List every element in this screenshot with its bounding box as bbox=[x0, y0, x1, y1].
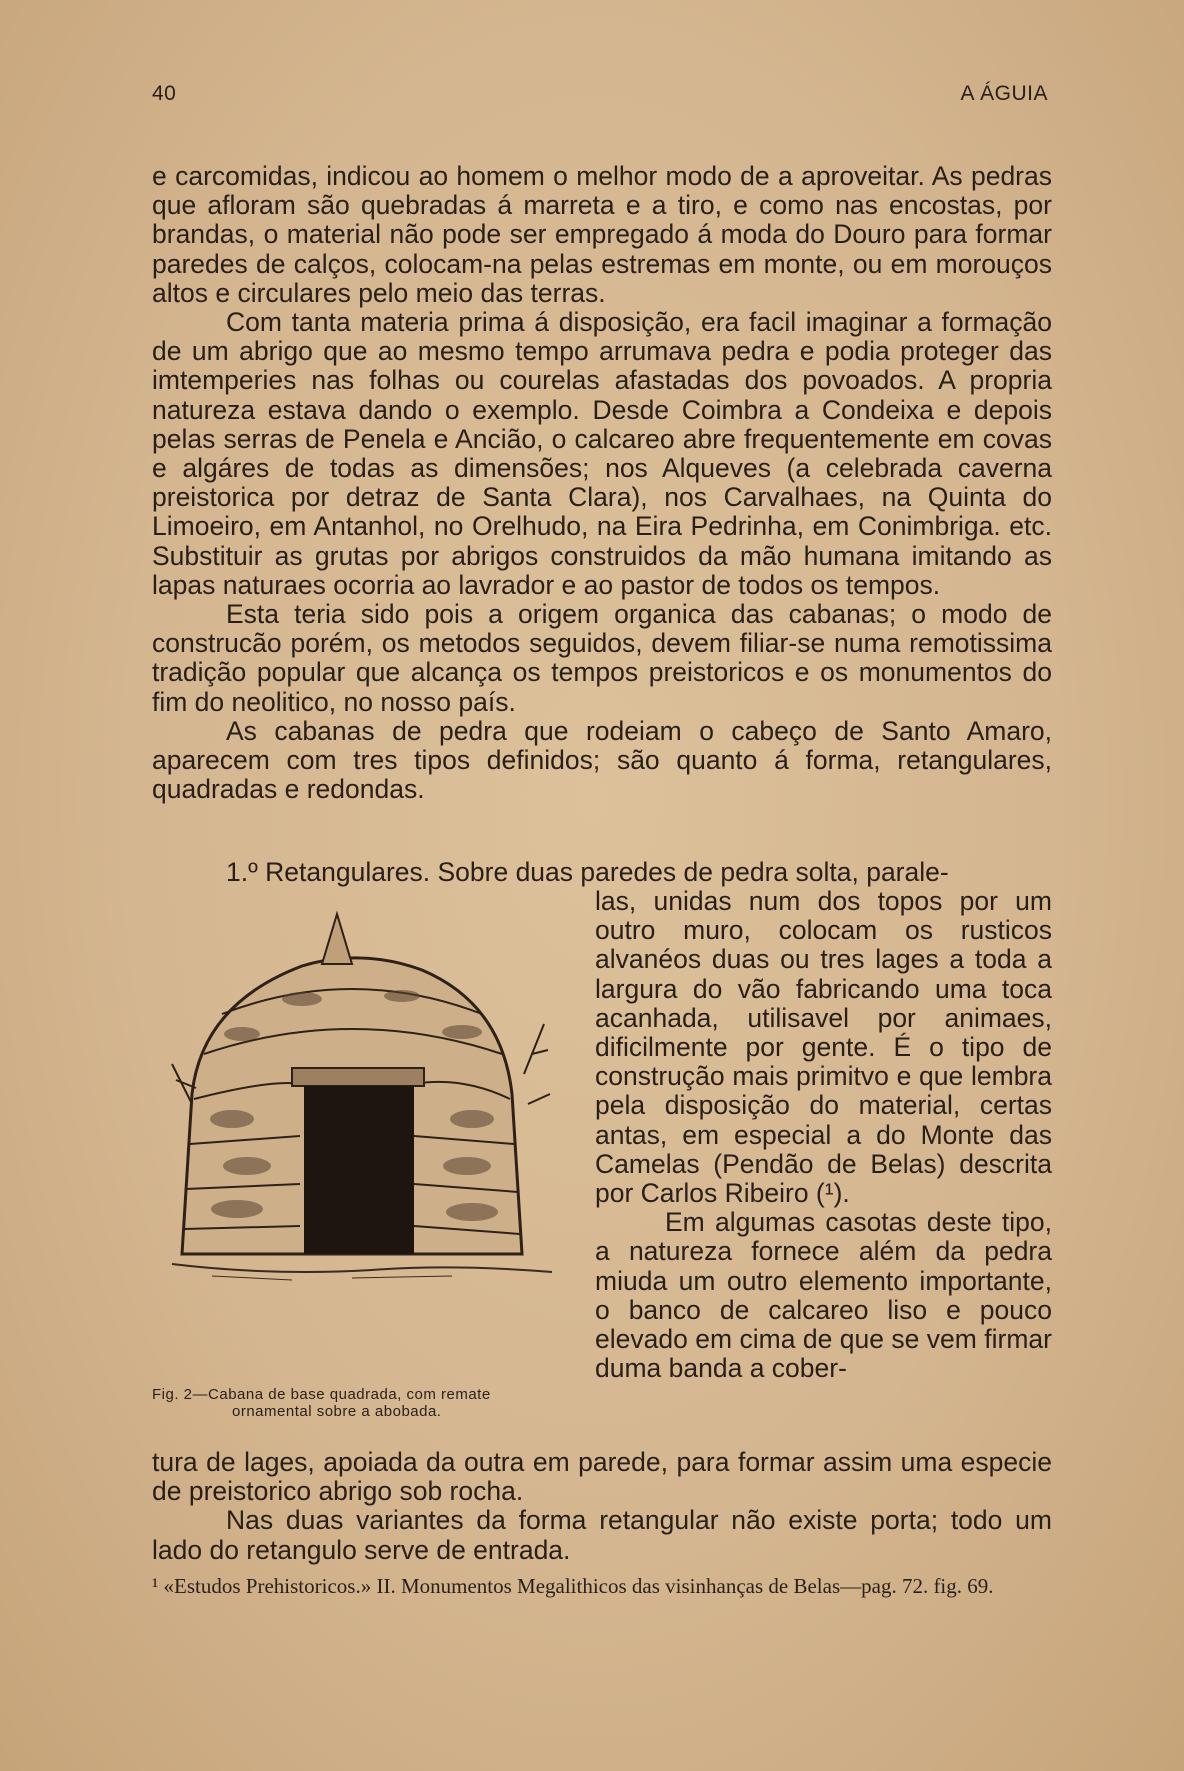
page-number: 40 bbox=[152, 82, 177, 105]
paragraph: Em algumas casotas deste tipo, a natureza fornece além da pedra miuda um outro elemento importante, o banco de calcareo liso e pouco elevado em cima de que se vem firmar duma banda a cober- bbox=[595, 1207, 1052, 1384]
caption-line: Fig. 2—Cabana de base quadrada, com remate bbox=[152, 1386, 491, 1403]
body-text-bottom bbox=[152, 1448, 1052, 1565]
figure-wrap-section bbox=[152, 857, 1052, 1420]
stone-hut-illustration bbox=[152, 904, 572, 1284]
paragraph: e carcomidas, indicou ao homem o melhor modo de a aproveitar. As pedras que afloram são quebradas á marreta e a tiro, e como nas encostas, por brandas, o material não pode ser empregado á moda do Douro para formar paredes de calços, colocam-na pelas estremas em monte, ou em morouços altos e circulares pelo meio das terras. bbox=[152, 161, 1052, 308]
numbered-item-start: 1.º Retangulares. Sobre duas paredes de pedra solta, parale- bbox=[226, 857, 949, 887]
page-header bbox=[152, 82, 1048, 106]
paragraph: Nas duas variantes da forma retangular não existe porta; todo um lado do retangulo serve de entrada. bbox=[152, 1505, 1052, 1565]
paragraph: tura de lages, apoiada da outra em parede, para formar assim uma especie de preistorico abrigo sob rocha. bbox=[152, 1447, 1052, 1507]
caption-line: ornamental sobre a abobada. bbox=[232, 1403, 442, 1420]
paragraph: las, unidas num dos topos por um outro muro, colocam os rusticos alvanéos duas ou tres lages a toda a largura do vão fabricando uma toca acanhada, utilisavel por animaes, dificilmente por gente. É o tipo de construção mais primitvo e que lembra pela disposição do material, certas antas, em especial a do Monte das Camelas (Pendão de Belas) descrita por Carlos Ribeiro (¹). bbox=[595, 886, 1052, 1209]
paragraph: Com tanta materia prima á disposição, era facil imaginar a formação de um abrigo que ao mesmo tempo arrumava pedra e podia proteger das imtemperies nas folhas ou courelas afastadas dos povoados. A propria natureza estava dando o exemplo. Desde Coimbra a Condeixa e depois pelas serras de Penela e Ancião, o calcareo abre frequentemente em covas e algáres de todas as dimensões; nos Alqueves (a celebrada caverna preistorica por detraz de Santa Clara), nos Carvalhaes, na Quinta do Limoeiro, em Antanhol, no Orelhudo, na Eira Pedrinha, em Conimbriga. etc. Substituir as grutas por abrigos construidos da mão humana imitando as lapas naturaes ocorria ao lavrador e ao pastor de todos os tempos. bbox=[152, 307, 1052, 600]
running-title: A ÁGUIA bbox=[960, 82, 1048, 105]
paragraph: Esta teria sido pois a origem organica das cabanas; o modo de construcão porém, os metodos seguidos, devem filiar-se numa remotissima tradição popular que alcança os tempos preistoricos e os monumentos do fim do neolitico, no nosso país. bbox=[152, 599, 1052, 717]
right-column-text bbox=[595, 887, 1052, 1383]
figure-caption bbox=[152, 1386, 572, 1420]
footnote: ¹ «Estudos Prehistoricos.» II. Monumentos Megalithicos das visinhanças de Belas—pag. 72. fig. 69. bbox=[152, 1574, 994, 1598]
body-text-top bbox=[152, 162, 1052, 804]
paragraph: As cabanas de pedra que rodeiam o cabeço de Santo Amaro, aparecem com tres tipos definidos; são quanto á forma, retangulares, quadradas e redondas. bbox=[152, 715, 1052, 805]
